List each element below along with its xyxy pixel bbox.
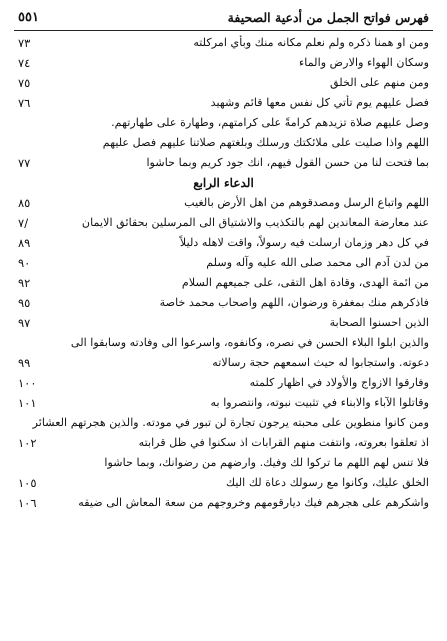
index-row	[14, 133, 433, 153]
index-entry-text: دعوته. واستجابوا له حيث اسمعهم حجة رسالاته	[64, 355, 429, 371]
index-entry-text: اللهم واذا صليت على ملائكتك ورسلك وبلغتهم صلاتنا عليهم فصل عليهم	[102, 136, 429, 149]
index-entry-page-number: ٩٥	[18, 296, 31, 310]
index-row	[14, 233, 433, 253]
index-entry-text: والذين ابلوا البلاء الحسن في نصره، وكانفوه، واسرعوا الى وفادته وسابقوا الى	[70, 336, 429, 349]
page-title: فهرس فواتح الجمل من أدعية الصحيفة	[227, 10, 429, 25]
index-entry-page-number: ١٠٦	[18, 496, 37, 510]
index-row	[14, 213, 433, 233]
index-entry-text: فصل عليهم يوم تأتي كل نفس معها قائم وشهيد	[64, 95, 429, 111]
index-row	[14, 153, 433, 173]
section-title: الدعاء الرابع	[193, 176, 254, 190]
index-entry-text: وفارقوا الازواج والأولاد في اظهار كلمته	[64, 375, 429, 391]
index-entry-page-number: ٧٣	[18, 36, 31, 50]
index-entry-page-number: ٩٢	[18, 276, 31, 290]
index-row	[14, 53, 433, 73]
index-entry-text: في كل دهر وزمان ارسلت فيه رسولاً، واقت لاهله دليلاً	[64, 235, 429, 251]
index-entry-page-number: ٨٩	[18, 236, 31, 250]
index-entry-text: الذين احسنوا الصحابة	[64, 315, 429, 331]
page-number: ٥٥١	[18, 10, 39, 25]
index-row	[14, 353, 433, 373]
index-entry-text: واشكرهم على هجرهم فيك ديارقومهم وخروجهم من سعة المعاش الى ضيقه	[78, 496, 429, 509]
index-row	[14, 413, 433, 433]
index-row	[14, 473, 433, 493]
index-entry-page-number: ١٠٥	[18, 476, 37, 490]
index-row	[14, 433, 433, 453]
index-entry-page-number: ٧٦	[18, 96, 31, 110]
index-row	[14, 293, 433, 313]
index-entry-text: ومن منهم على الخلق	[64, 75, 429, 91]
index-entry-text: الخلق عليك، وكانوا مع رسولك دعاة لك اليك	[64, 475, 429, 491]
index-entry-text: فلا تنس لهم اللهم ما تركوا لك وفيك. وارضهم من رضوانك، وبما حاشوا	[104, 456, 429, 469]
index-entry-text: من ائمة الهدى، وقادة اهل التقى، على جميعهم السلام	[64, 275, 429, 291]
index-entry-page-number: ٨٥	[18, 196, 31, 210]
index-row	[14, 313, 433, 333]
index-row	[14, 253, 433, 273]
index-entry-text: عند معارضة المعاندين لهم بالتكذيب والاشتياق الى المرسلين بحقائق الايمان	[81, 216, 429, 229]
index-row	[14, 93, 433, 113]
index-entry-page-number: ١٠٠	[18, 376, 37, 390]
index-entry-page-number: ٧٥	[18, 76, 31, 90]
index-row	[14, 453, 433, 473]
index-entry-page-number: ١٠١	[18, 396, 37, 410]
index-entry-page-number: ٩٩	[18, 356, 31, 370]
index-entry-page-number: ٧٤	[18, 56, 31, 70]
index-entry-page-number: ٧/	[18, 216, 29, 230]
index-entry-text: اللهم واتباع الرسل ومصدقوهم من اهل الأرض بالغيب	[64, 195, 429, 211]
index-row	[14, 373, 433, 393]
index-entry-text: بما فتحت لنا من حسن القول فيهم، انك جود كريم وبما حاشوا	[64, 155, 429, 171]
index-entry-text: ومن كانوا منطوين على محبته يرجون تجارة لن تبور في مودته. والذين هجرتهم العشائر	[32, 416, 429, 429]
index-entry-page-number: ٧٧	[18, 156, 31, 170]
index-entry-page-number: ٩٠	[18, 256, 31, 270]
index-entry-text: اذ تعلقوا بعروته، وانتفت منهم القرابات اذ سكنوا في ظل قرابته	[64, 435, 429, 451]
index-entry-page-number: ١٠٢	[18, 436, 37, 450]
index-row	[14, 113, 433, 133]
index-row	[14, 73, 433, 93]
index-row	[14, 493, 433, 513]
index-entry-text: فاذكرهم منك بمغفرة ورضوان، اللهم واصحاب محمد خاصة	[64, 295, 429, 311]
index-entry-text: من لدن آدم الى محمد صلى الله عليه وآله وسلم	[64, 255, 429, 271]
index-entry-page-number: ٩٧	[18, 316, 31, 330]
index-row	[14, 273, 433, 293]
page-header	[14, 8, 433, 31]
index-list	[14, 33, 433, 513]
index-entry-text: وصل عليهم صلاة تزيدهم كرامةً على كرامتهم، وطهارة على طهارتهم.	[111, 116, 429, 129]
index-entry-text: وقاتلوا الآباء والابناء في تثبيت نبوته، وانتصروا به	[64, 395, 429, 411]
index-entry-text: ومن او همنا ذكره ولم نعلم مكانه منك وبأي امركلته	[64, 35, 429, 51]
index-row	[14, 193, 433, 213]
index-row	[14, 33, 433, 53]
index-entry-text: وسكان الهواء والارض والماء	[64, 55, 429, 71]
index-row	[14, 393, 433, 413]
index-row	[14, 333, 433, 353]
